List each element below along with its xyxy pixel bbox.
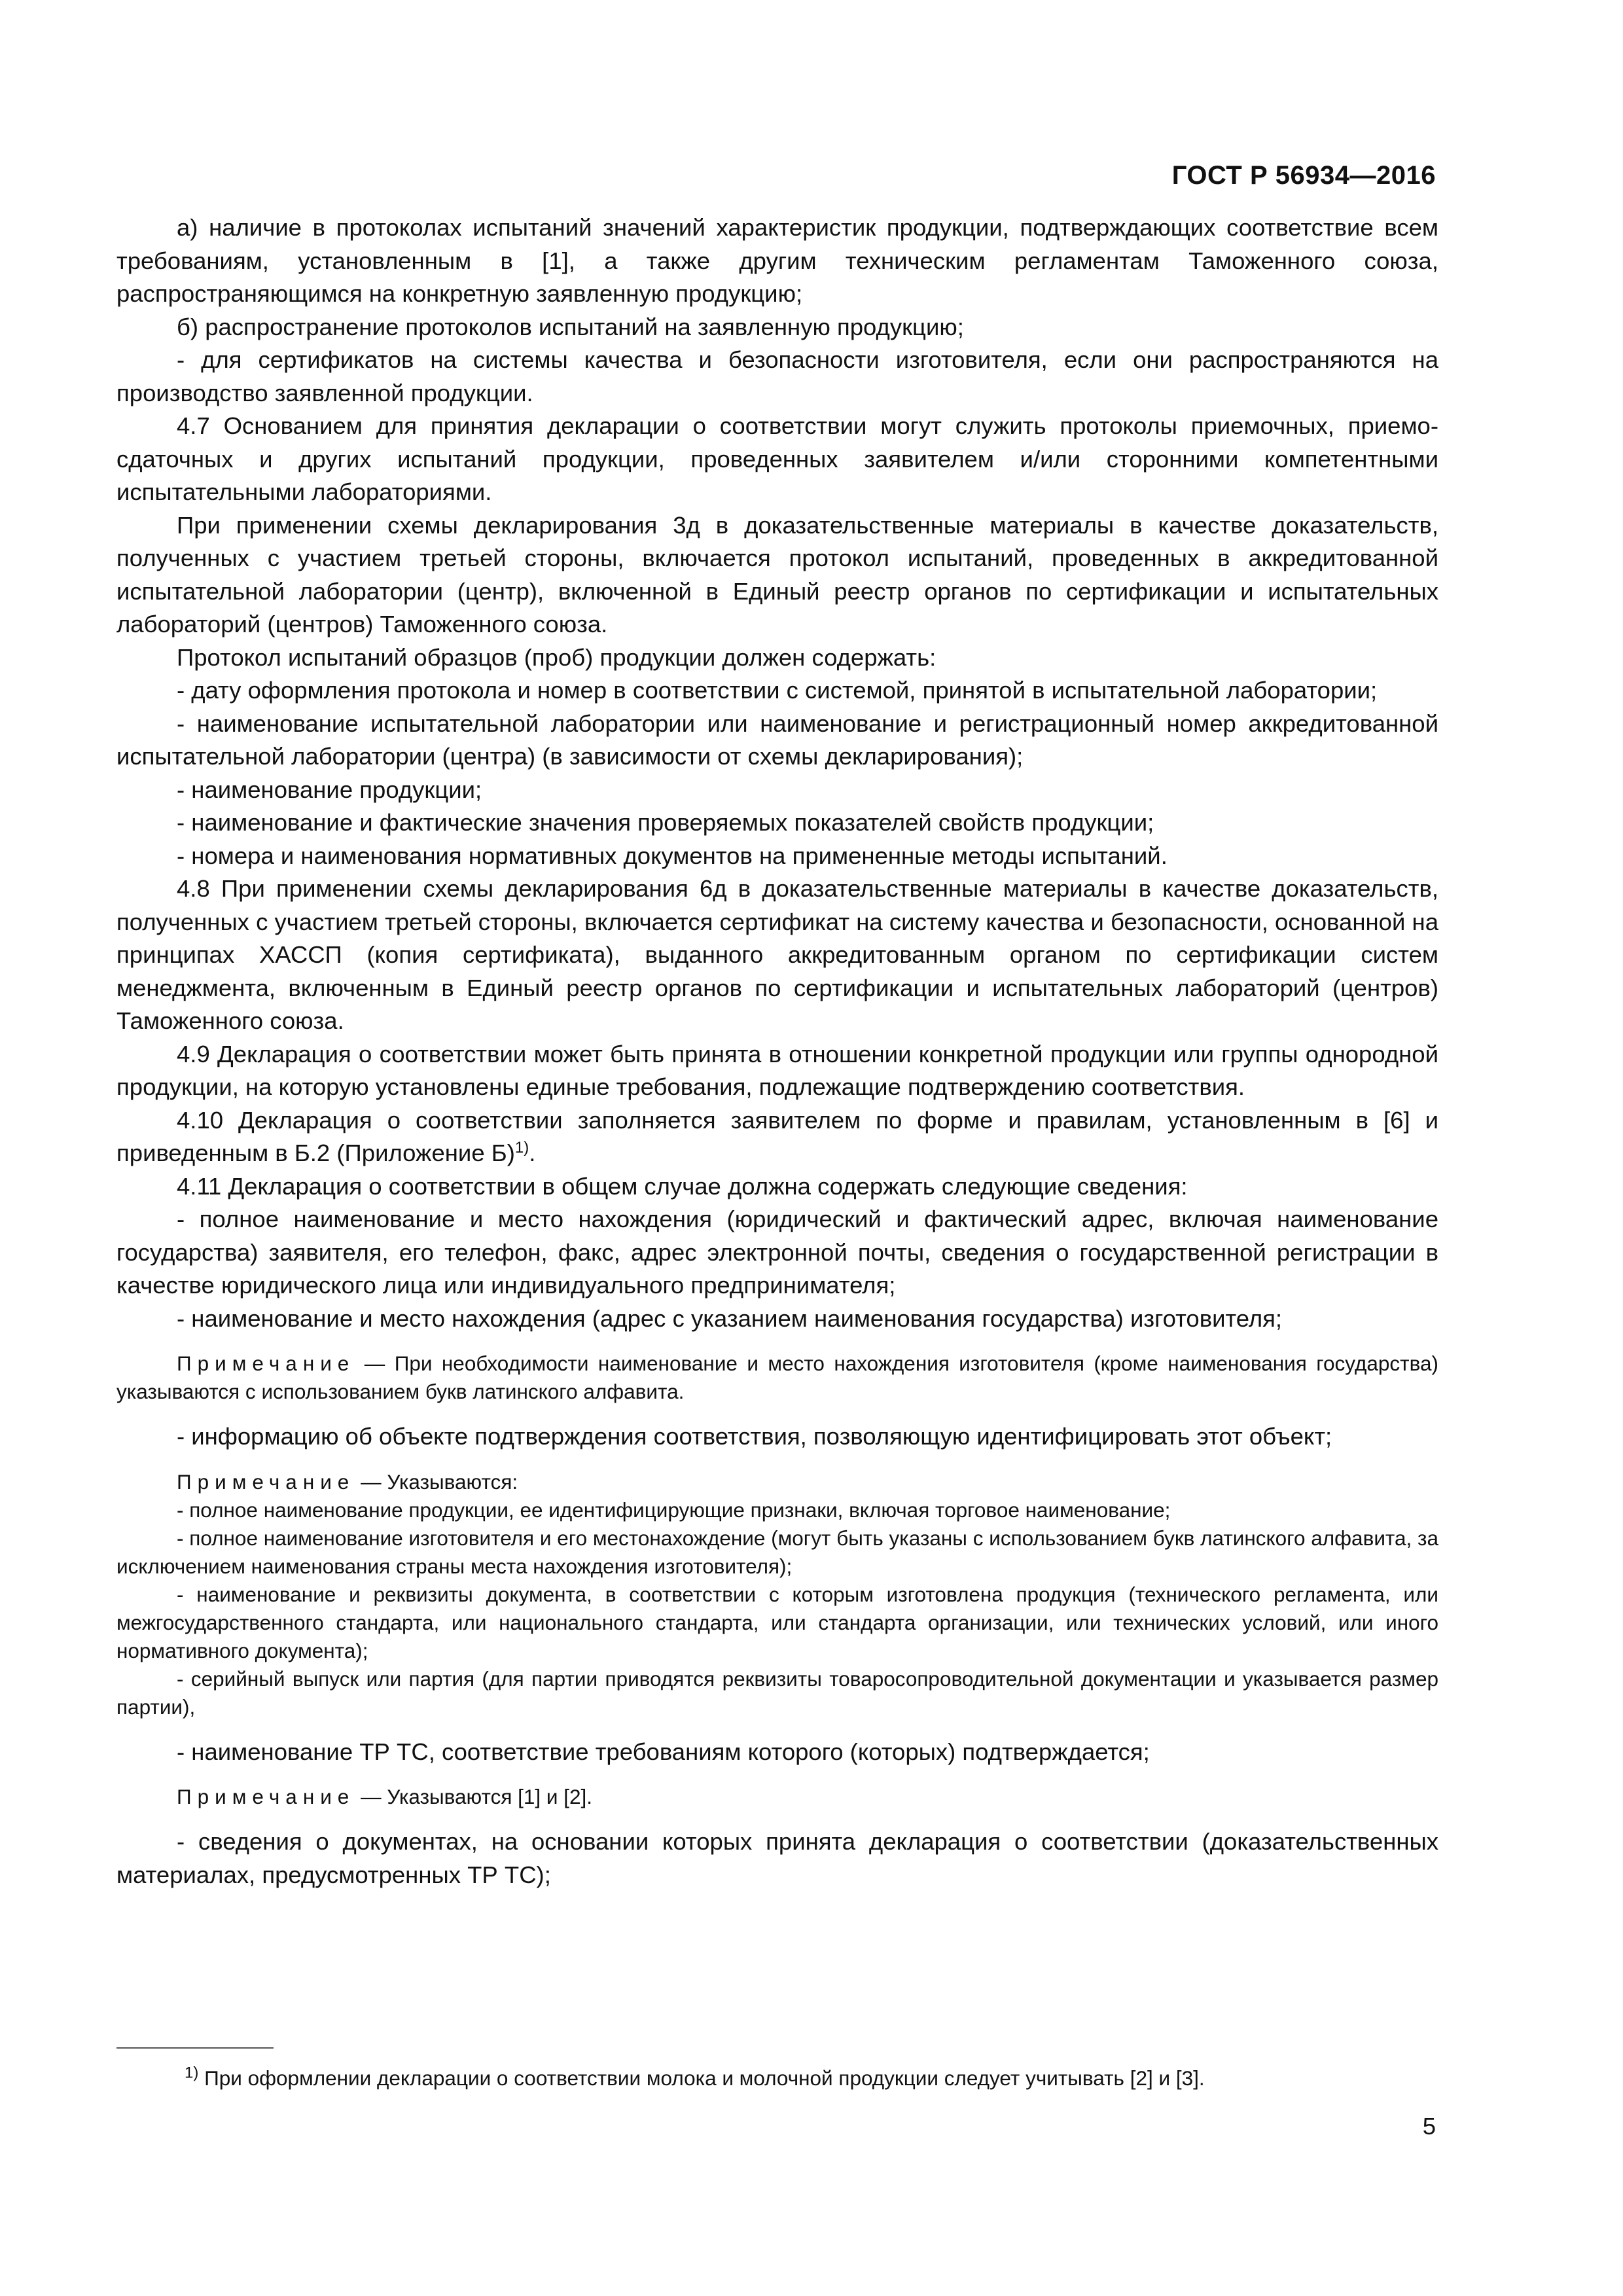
paragraph: - сведения о документах, на основании которых принята декларация о соответствии (доказательственных материалах, предусмотренных ТР ТС); bbox=[116, 1828, 1438, 1888]
note-text: Указываются: bbox=[387, 1469, 518, 1494]
note-text: Указываются [1] и [2]. bbox=[387, 1785, 593, 1808]
paragraph: - для сертификатов на системы качества и безопасности изготовителя, если они распространяются на производство заявленной продукции. bbox=[116, 346, 1438, 406]
note-label: Примечание bbox=[177, 1352, 355, 1375]
paragraph: - информацию об объекте подтверждения соответствия, позволяющую идентифицировать этот объект; bbox=[177, 1423, 1332, 1450]
paragraph: - наименование ТР ТС, соответствие требованиям которого (которых) подтверждается; bbox=[177, 1738, 1150, 1765]
paragraph: Протокол испытаний образцов (проб) продукции должен содержать: bbox=[177, 643, 936, 671]
footnote bbox=[185, 2065, 1428, 2091]
paragraph: При применении схемы декларирования 3д в доказательственные материалы в качестве доказательств, полученных с участием третьей стороны, включается протокол испытаний, проведенных в аккредитованной испытательной лаборатории (центр), включенной в Единый реестр органов по сертификации и испытательных лабораторий (центров) Таможенного союза. bbox=[116, 511, 1438, 637]
note-list-item: - полное наименование изготовителя и его местонахождение (могут быть указаны с использованием букв латинского алфавита, за исключением наименования страны места нахождения изготовителя); bbox=[116, 1526, 1438, 1578]
paragraph: 4.8 При применении схемы декларирования 6д в доказательственные материалы в качестве доказательств, полученных с участием третьей стороны, включается сертификат на систему качества и безопасности, основанной на принципах ХАССП (копия сертификата), выданного аккредитованным органом по сертификации систем менеджмента, включенным в Единый реестр органов по сертификации и испытательных лабораторий (центров) Таможенного союза. bbox=[116, 875, 1438, 1034]
paragraph: 4.9 Декларация о соответствии может быть принята в отношении конкретной продукции или группы однородной продукции, на которую установлены единые требования, подлежащие подтверждению соответствия. bbox=[116, 1040, 1438, 1100]
page-number: 5 bbox=[1422, 2113, 1436, 2140]
paragraph: 4.11 Декларация о соответствии в общем случае должна содержать следующие сведения: bbox=[177, 1172, 1188, 1200]
note-1 bbox=[116, 1350, 1438, 1406]
document-body bbox=[116, 211, 1438, 1892]
note-dash: — bbox=[355, 1352, 395, 1375]
note-dash: — bbox=[355, 1785, 387, 1808]
note-3 bbox=[116, 1783, 1438, 1811]
paragraph bbox=[116, 1104, 1438, 1170]
footnote-reference: 1) bbox=[514, 1138, 529, 1157]
note-label: Примечание bbox=[177, 1785, 355, 1808]
paragraph: - дату оформления протокола и номер в соответствии с системой, принятой в испытательной лаборатории; bbox=[177, 677, 1378, 704]
note-text: При необходимости наименование и место нахождения изготовителя (кроме наименования государства) указываются с использованием букв латинского алфавита. bbox=[116, 1352, 1438, 1403]
note-list-item: - полное наименование продукции, ее идентифицирующие признаки, включая торговое наименование; bbox=[177, 1498, 1171, 1522]
note-dash: — bbox=[355, 1469, 387, 1494]
paragraph-end: . bbox=[529, 1139, 536, 1166]
paragraph: а) наличие в протоколах испытаний значений характеристик продукции, подтверждающих соответствие всем требованиям, установленным в [1], а также другим техническим регламентам Таможенного союза, распространяющимся на конкретную заявленную продукцию; bbox=[116, 214, 1438, 307]
paragraph: б) распространение протоколов испытаний на заявленную продукцию; bbox=[177, 313, 964, 340]
paragraph: - номера и наименования нормативных документов на примененные методы испытаний. bbox=[177, 842, 1168, 869]
paragraph: - полное наименование и место нахождения (юридический и фактический адрес, включая наименование государства) заявителя, его телефон, факс, адрес электронной почты, сведения о государственной регистрации в качестве юридического лица или индивидуального предпринимателя; bbox=[116, 1206, 1438, 1299]
footnote-marker: 1) bbox=[185, 2064, 199, 2082]
paragraph: - наименование и фактические значения проверяемых показателей свойств продукции; bbox=[177, 809, 1154, 836]
note-list-item: - серийный выпуск или партия (для партии приводятся реквизиты товаросопроводительной документации и указывается размер партии), bbox=[116, 1666, 1438, 1719]
paragraph-text: 4.10 Декларация о соответствии заполняется заявителем по форме и правилам, установленным в [6] и приведенным в Б.2 (Приложение Б) bbox=[116, 1106, 1438, 1166]
paragraph: - наименование испытательной лаборатории или наименование и регистрационный номер аккредитованной испытательной лаборатории (центра) (в зависимости от схемы декларирования); bbox=[116, 709, 1438, 770]
footnote-divider bbox=[116, 2047, 274, 2049]
note-label: Примечание bbox=[177, 1469, 355, 1494]
footnote-text: При оформлении декларации о соответствии молока и молочной продукции следует учитывать [2] и [3]. bbox=[198, 2066, 1205, 2090]
document-header: ГОСТ Р 56934—2016 bbox=[1171, 161, 1436, 190]
paragraph: 4.7 Основанием для принятия декларации о соответствии могут служить протоколы приемочных, приемо-сдаточных и других испытаний продукции, проведенных заявителем и/или сторонними компетентными испытательными лабораториями. bbox=[116, 412, 1438, 505]
paragraph: - наименование и место нахождения (адрес с указанием наименования государства) изготовителя; bbox=[177, 1304, 1283, 1332]
paragraph: - наименование продукции; bbox=[177, 776, 482, 803]
note-list-item: - наименование и реквизиты документа, в соответствии с которым изготовлена продукция (технического регламента, или межгосударственного стандарта, или национального стандарта, или стандарта организации, или технических условий, или иного нормативного документа); bbox=[116, 1582, 1438, 1662]
note-2 bbox=[116, 1468, 1438, 1721]
